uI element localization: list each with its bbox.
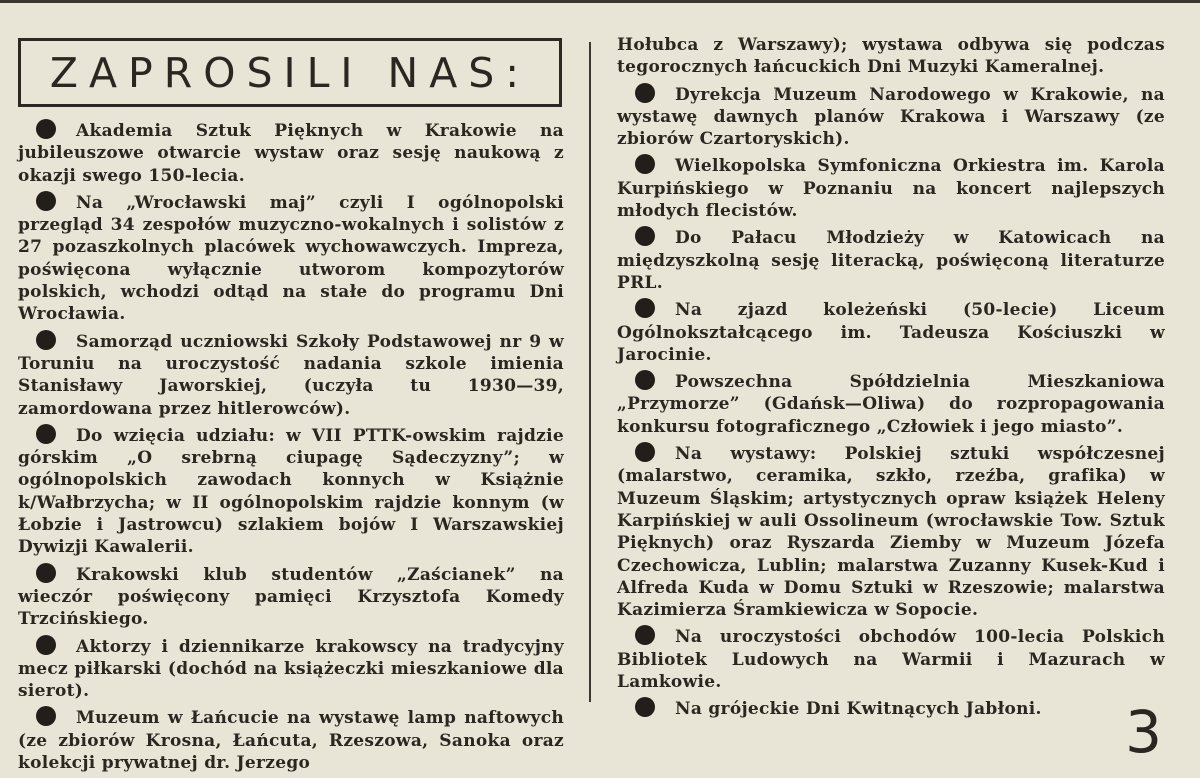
page-title: ZAPROSILI NAS: [49, 49, 531, 97]
column-divider [589, 42, 591, 702]
list-item [18, 706, 564, 774]
bullet-icon [635, 625, 655, 645]
bullet-icon [635, 442, 655, 462]
list-item [617, 697, 1165, 720]
list-item [18, 563, 564, 631]
continued-paragraph: Hołubca z Warszawy); wystawa odbywa się podczas tegorocznych łańcuckich Dni Muzyki Kameralnej. [617, 35, 1165, 78]
list-item-text: Na „Wrocławski maj” czyli I ogólnopolski przegląd 34 zespołów muzyczno-wokalnych i solistów z 27 pozaszkolnych placówek wychowawczych. Impreza, poświęcona wyłącznie utworom kompozytorów polskich, wchodzi odtąd na stałe do programu Dni Wrocławia. [18, 192, 564, 325]
list-item-text: Na wystawy: Polskiej sztuki współczesnej (malarstwo, ceramika, szkło, rzeźba, grafika) w Muzeum Śląskim; artystycznych opraw książek Heleny Karpińskiej w auli Ossolineum (wrocławskie Tow. Sztuk Pięknych) oraz Ryszarda Ziemby w Muzeum Józefa Czechowicza, Lublin; malarstwa Zuzanny Kusek-Kud i Alfreda Kuda w Domu Sztuki w Rzeszowie; malarstwa Kazimierza Śramkiewicza w Sopocie. [617, 444, 1165, 621]
list-item [617, 226, 1165, 294]
list-item-text: Dyrekcja Muzeum Narodowego w Krakowie, na wystawę dawnych planów Krakowa i Warszawy (ze zbiorów Czartoryskich). [617, 84, 1165, 150]
list-item [617, 370, 1165, 438]
bullet-icon [36, 635, 56, 655]
bullet-icon [36, 330, 56, 350]
list-item [18, 424, 564, 559]
list-item-text: Wielkopolska Symfoniczna Orkiestra im. Karola Kurpińskiego w Poznaniu na koncert najlepszych młodych flecistów. [617, 156, 1165, 222]
right-item-list [617, 83, 1165, 721]
list-item-text: Muzeum w Łańcucie na wystawę lamp naftowych (ze zbiorów Krosna, Łańcuta, Rzeszowa, Sanoka oraz kolekcji prywatnej dr. Jerzego [18, 708, 564, 774]
list-item-text: Powszechna Spółdzielnia Mieszkaniowa „Przymorze” (Gdańsk—Oliwa) do rozpropagowania konkursu fotograficznego „Człowiek i jego miasto”. [617, 372, 1165, 437]
list-item-text: Na zjazd koleżeński (50-lecie) Liceum Ogólnokształcącego im. Tadeusza Kościuszki w Jarocinie. [617, 300, 1165, 365]
list-item [617, 625, 1165, 693]
bullet-icon [36, 119, 56, 139]
bullet-icon [36, 563, 56, 583]
left-item-list [18, 119, 564, 774]
title-box [18, 38, 562, 107]
list-item-text: Samorząd uczniowski Szkoły Podstawowej nr 9 w Toruniu na uroczystość nadania szkole imienia Stanisławy Jaworskiej, (uczyła tu 1930—39, zamordowana przez hitlerowców). [18, 331, 564, 419]
page-number: 3 [1125, 698, 1162, 766]
bullet-icon [635, 697, 655, 717]
bullet-icon [635, 83, 655, 103]
list-item [18, 191, 564, 326]
list-item [18, 635, 564, 703]
bullet-icon [36, 424, 56, 444]
list-item [617, 83, 1165, 151]
bullet-icon [635, 154, 655, 174]
list-item [18, 330, 564, 420]
bullet-icon [635, 226, 655, 246]
list-item-text: Do Pałacu Młodzieży w Katowicach na międzyszkolną sesję literacką, poświęconą literaturze PRL. [617, 228, 1165, 293]
list-item [18, 119, 564, 187]
list-item [617, 442, 1165, 621]
list-item-text: Aktorzy i dziennikarze krakowscy na tradycyjny mecz piłkarski (dochód na książeczki mieszkaniowe dla sierot). [18, 636, 564, 702]
bullet-icon [36, 706, 56, 726]
list-item-text: Krakowski klub studentów „Zaścianek” na wieczór poświęcony pamięci Krzysztofa Komedy Trzcińskiego. [18, 564, 564, 630]
list-item-text: Na uroczystości obchodów 100-lecia Polskich Bibliotek Ludowych na Warmii i Mazurach w Lamkowie. [617, 627, 1165, 693]
bullet-icon [36, 191, 56, 211]
list-item [617, 154, 1165, 222]
top-rule [0, 0, 1200, 3]
bullet-icon [635, 370, 655, 390]
left-column [18, 38, 564, 778]
list-item-text: Na grójeckie Dni Kwitnących Jabłoni. [675, 699, 1042, 720]
right-column [617, 34, 1165, 725]
list-item-text: Akademia Sztuk Pięknych w Krakowie na jubileuszowe otwarcie wystaw oraz sesję naukową z okazji swego 150-lecia. [18, 121, 564, 186]
list-item-text: Do wzięcia udziału: w VII PTTK-owskim rajdzie górskim „O srebrną ciupagę Sądeczyzny”; w ogólnopolskich zawodach konnych w Książnie k/Wałbrzycha; w II ogólnopolskim rajdzie konnym (w Łobzie i Jastrowcu) szlakiem bojów I Warszawskiej Dywizji Kawalerii. [18, 425, 564, 558]
bullet-icon [635, 298, 655, 318]
list-item [617, 298, 1165, 366]
